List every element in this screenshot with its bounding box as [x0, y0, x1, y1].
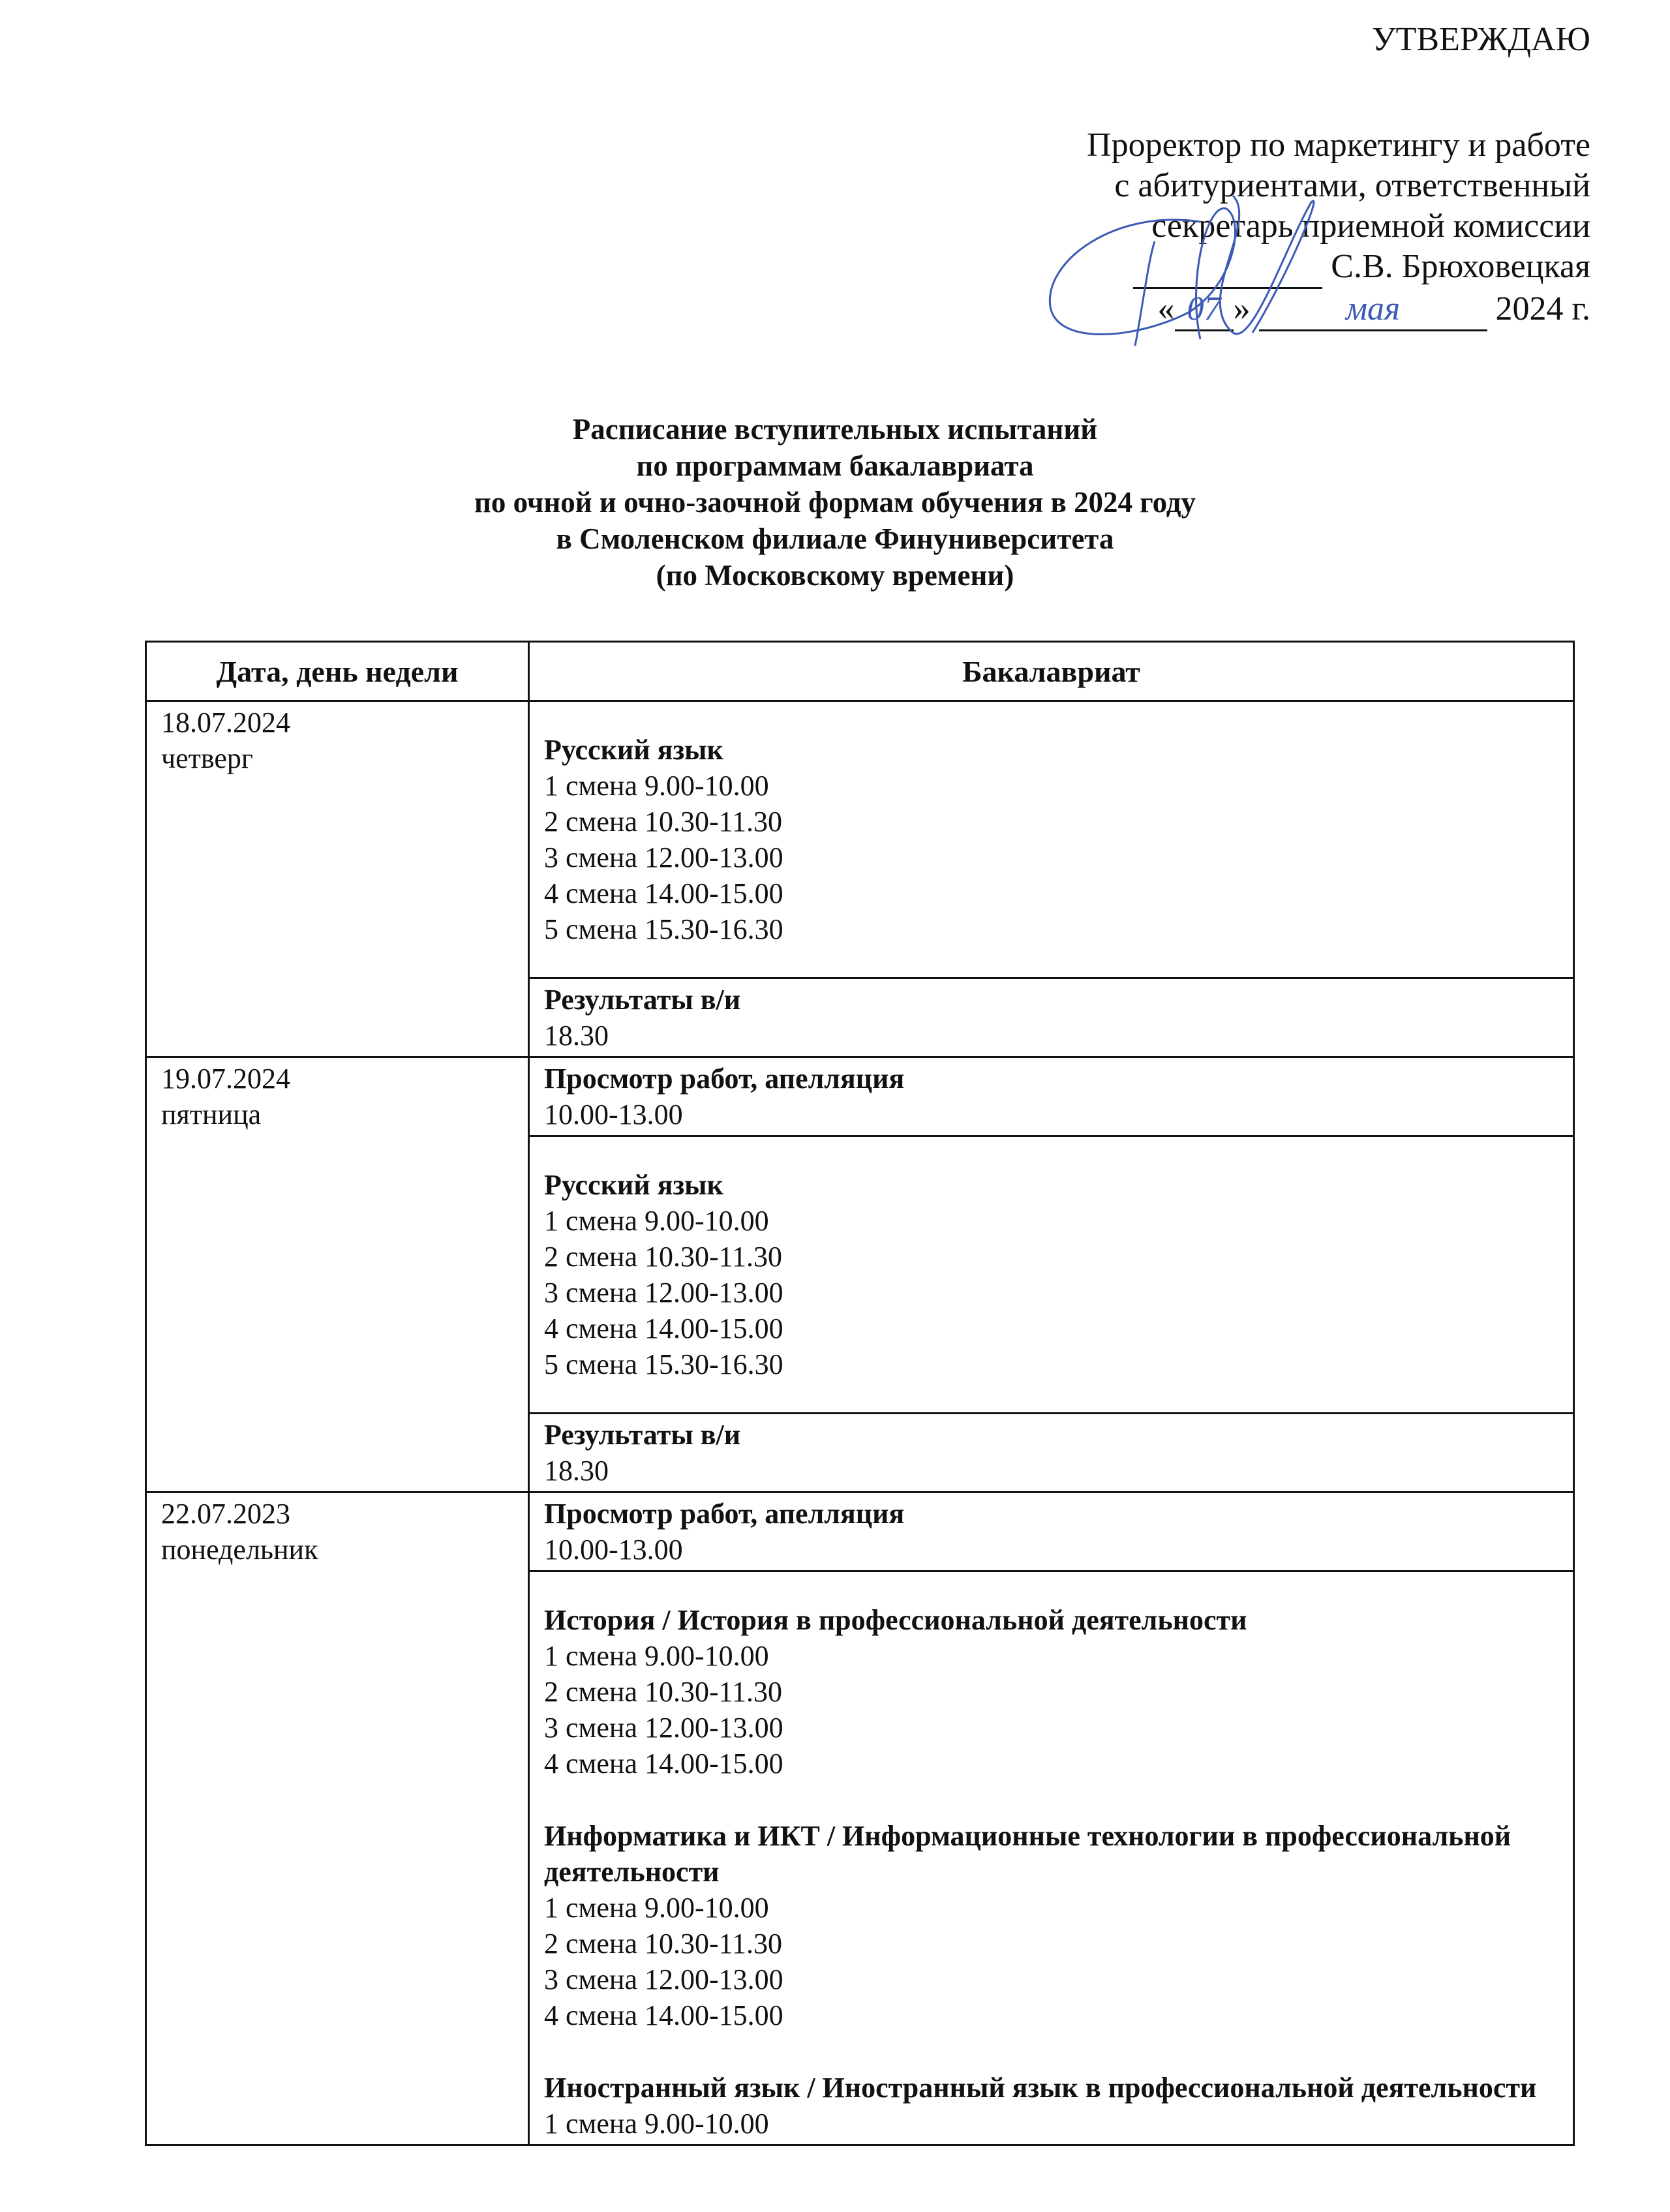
date-day-value: 07 [1187, 290, 1221, 327]
weekday: понедельник [161, 1534, 318, 1566]
date-cell [146, 1492, 529, 2145]
title-line: по очной и очно-заочной формам обучения в 2024 году [474, 486, 1196, 519]
subject-title: Информатика и ИКТ / Информационные технологии в профессиональной деятельности [544, 1820, 1511, 1888]
results-time: 18.30 [544, 1020, 609, 1052]
subject [544, 1818, 1558, 2033]
header-program: Бакалавриат [529, 642, 1574, 701]
shift: 4 смена 14.00-15.00 [544, 1312, 783, 1344]
date-cell [146, 701, 529, 1057]
title-line: по программам бакалавриата [636, 449, 1034, 482]
results-time: 18.30 [544, 1455, 609, 1487]
date-month [1259, 289, 1487, 331]
shift: 4 смена 14.00-15.00 [544, 877, 783, 909]
signer-line [938, 247, 1590, 289]
approval-block [938, 20, 1590, 331]
table-row [146, 1057, 1574, 1136]
results-block [529, 978, 1574, 1057]
shift: 3 смена 12.00-13.00 [544, 1963, 783, 1995]
shift: 3 смена 12.00-13.00 [544, 1712, 783, 1744]
appeal-time: 10.00-13.00 [544, 1534, 683, 1566]
subject-title: История / История в профессиональной деятельности [544, 1604, 1247, 1636]
approver-position-line: Проректор по маркетингу и работе [1087, 127, 1590, 164]
shift: 5 смена 15.30-16.30 [544, 913, 783, 945]
appeal-block [529, 1492, 1574, 1571]
title-line: (по Московскому времени) [656, 559, 1014, 592]
title-line: в Смоленском филиале Финуниверситета [556, 523, 1114, 555]
shift: 2 смена 10.30-11.30 [544, 806, 782, 838]
shift: 2 смена 10.30-11.30 [544, 1241, 782, 1273]
appeal-time: 10.00-13.00 [544, 1098, 683, 1130]
subject [544, 1602, 1558, 1781]
document-title [0, 411, 1670, 594]
title-line: Расписание вступительных испытаний [572, 413, 1098, 446]
header-date: Дата, день недели [146, 642, 529, 701]
weekday: четверг [161, 742, 253, 774]
date-month-value: мая [1345, 290, 1401, 327]
shift: 3 смена 12.00-13.00 [544, 1277, 783, 1309]
subject [544, 1167, 1558, 1382]
exam-block [529, 701, 1574, 978]
results-title: Результаты в/и [544, 1419, 741, 1451]
shift: 1 смена 9.00-10.00 [544, 2108, 769, 2140]
subject-title: Русский язык [544, 734, 723, 766]
date-year: 2024 г. [1495, 290, 1590, 327]
exam-block [529, 1571, 1574, 2145]
subject [544, 732, 1558, 947]
weekday: пятница [161, 1098, 262, 1130]
shift: 4 смена 14.00-15.00 [544, 1999, 783, 2031]
shift: 1 смена 9.00-10.00 [544, 1892, 769, 1924]
approver-position-line: секретарь приемной комиссии [1151, 207, 1590, 245]
shift: 3 смена 12.00-13.00 [544, 841, 783, 873]
subject-title: Иностранный язык / Иностранный язык в профессиональной деятельности [544, 2072, 1537, 2104]
exam-block [529, 1136, 1574, 1414]
date: 19.07.2024 [161, 1063, 290, 1095]
date: 22.07.2023 [161, 1498, 290, 1530]
signature-blank [1133, 247, 1322, 289]
shift: 5 смена 15.30-16.30 [544, 1348, 783, 1380]
subject [544, 2070, 1558, 2142]
shift: 1 смена 9.00-10.00 [544, 1640, 769, 1672]
approver-position-line: с абитуриентами, ответственный [1114, 167, 1590, 204]
approval-date: « 07 » мая 2024 г. [938, 289, 1590, 331]
shift: 2 смена 10.30-11.30 [544, 1928, 782, 1960]
shift: 1 смена 9.00-10.00 [544, 770, 769, 802]
approver-position [938, 125, 1590, 247]
appeal-title: Просмотр работ, апелляция [544, 1498, 905, 1530]
date-day [1175, 289, 1234, 331]
appeal-block [529, 1057, 1574, 1136]
shift: 4 смена 14.00-15.00 [544, 1748, 783, 1780]
results-block [529, 1414, 1574, 1492]
shift: 1 смена 9.00-10.00 [544, 1205, 769, 1237]
shift: 2 смена 10.30-11.30 [544, 1676, 782, 1708]
appeal-title: Просмотр работ, апелляция [544, 1063, 905, 1095]
subject-title: Русский язык [544, 1169, 723, 1201]
signer-name: С.В. Брюховецкая [1331, 248, 1590, 285]
table-header-row [146, 642, 1574, 701]
approval-stamp: УТВЕРЖДАЮ [1371, 21, 1590, 58]
date: 18.07.2024 [161, 706, 290, 738]
schedule-table [145, 641, 1575, 2146]
table-row [146, 1492, 1574, 1571]
results-title: Результаты в/и [544, 984, 741, 1016]
table-row [146, 701, 1574, 978]
date-cell [146, 1057, 529, 1492]
